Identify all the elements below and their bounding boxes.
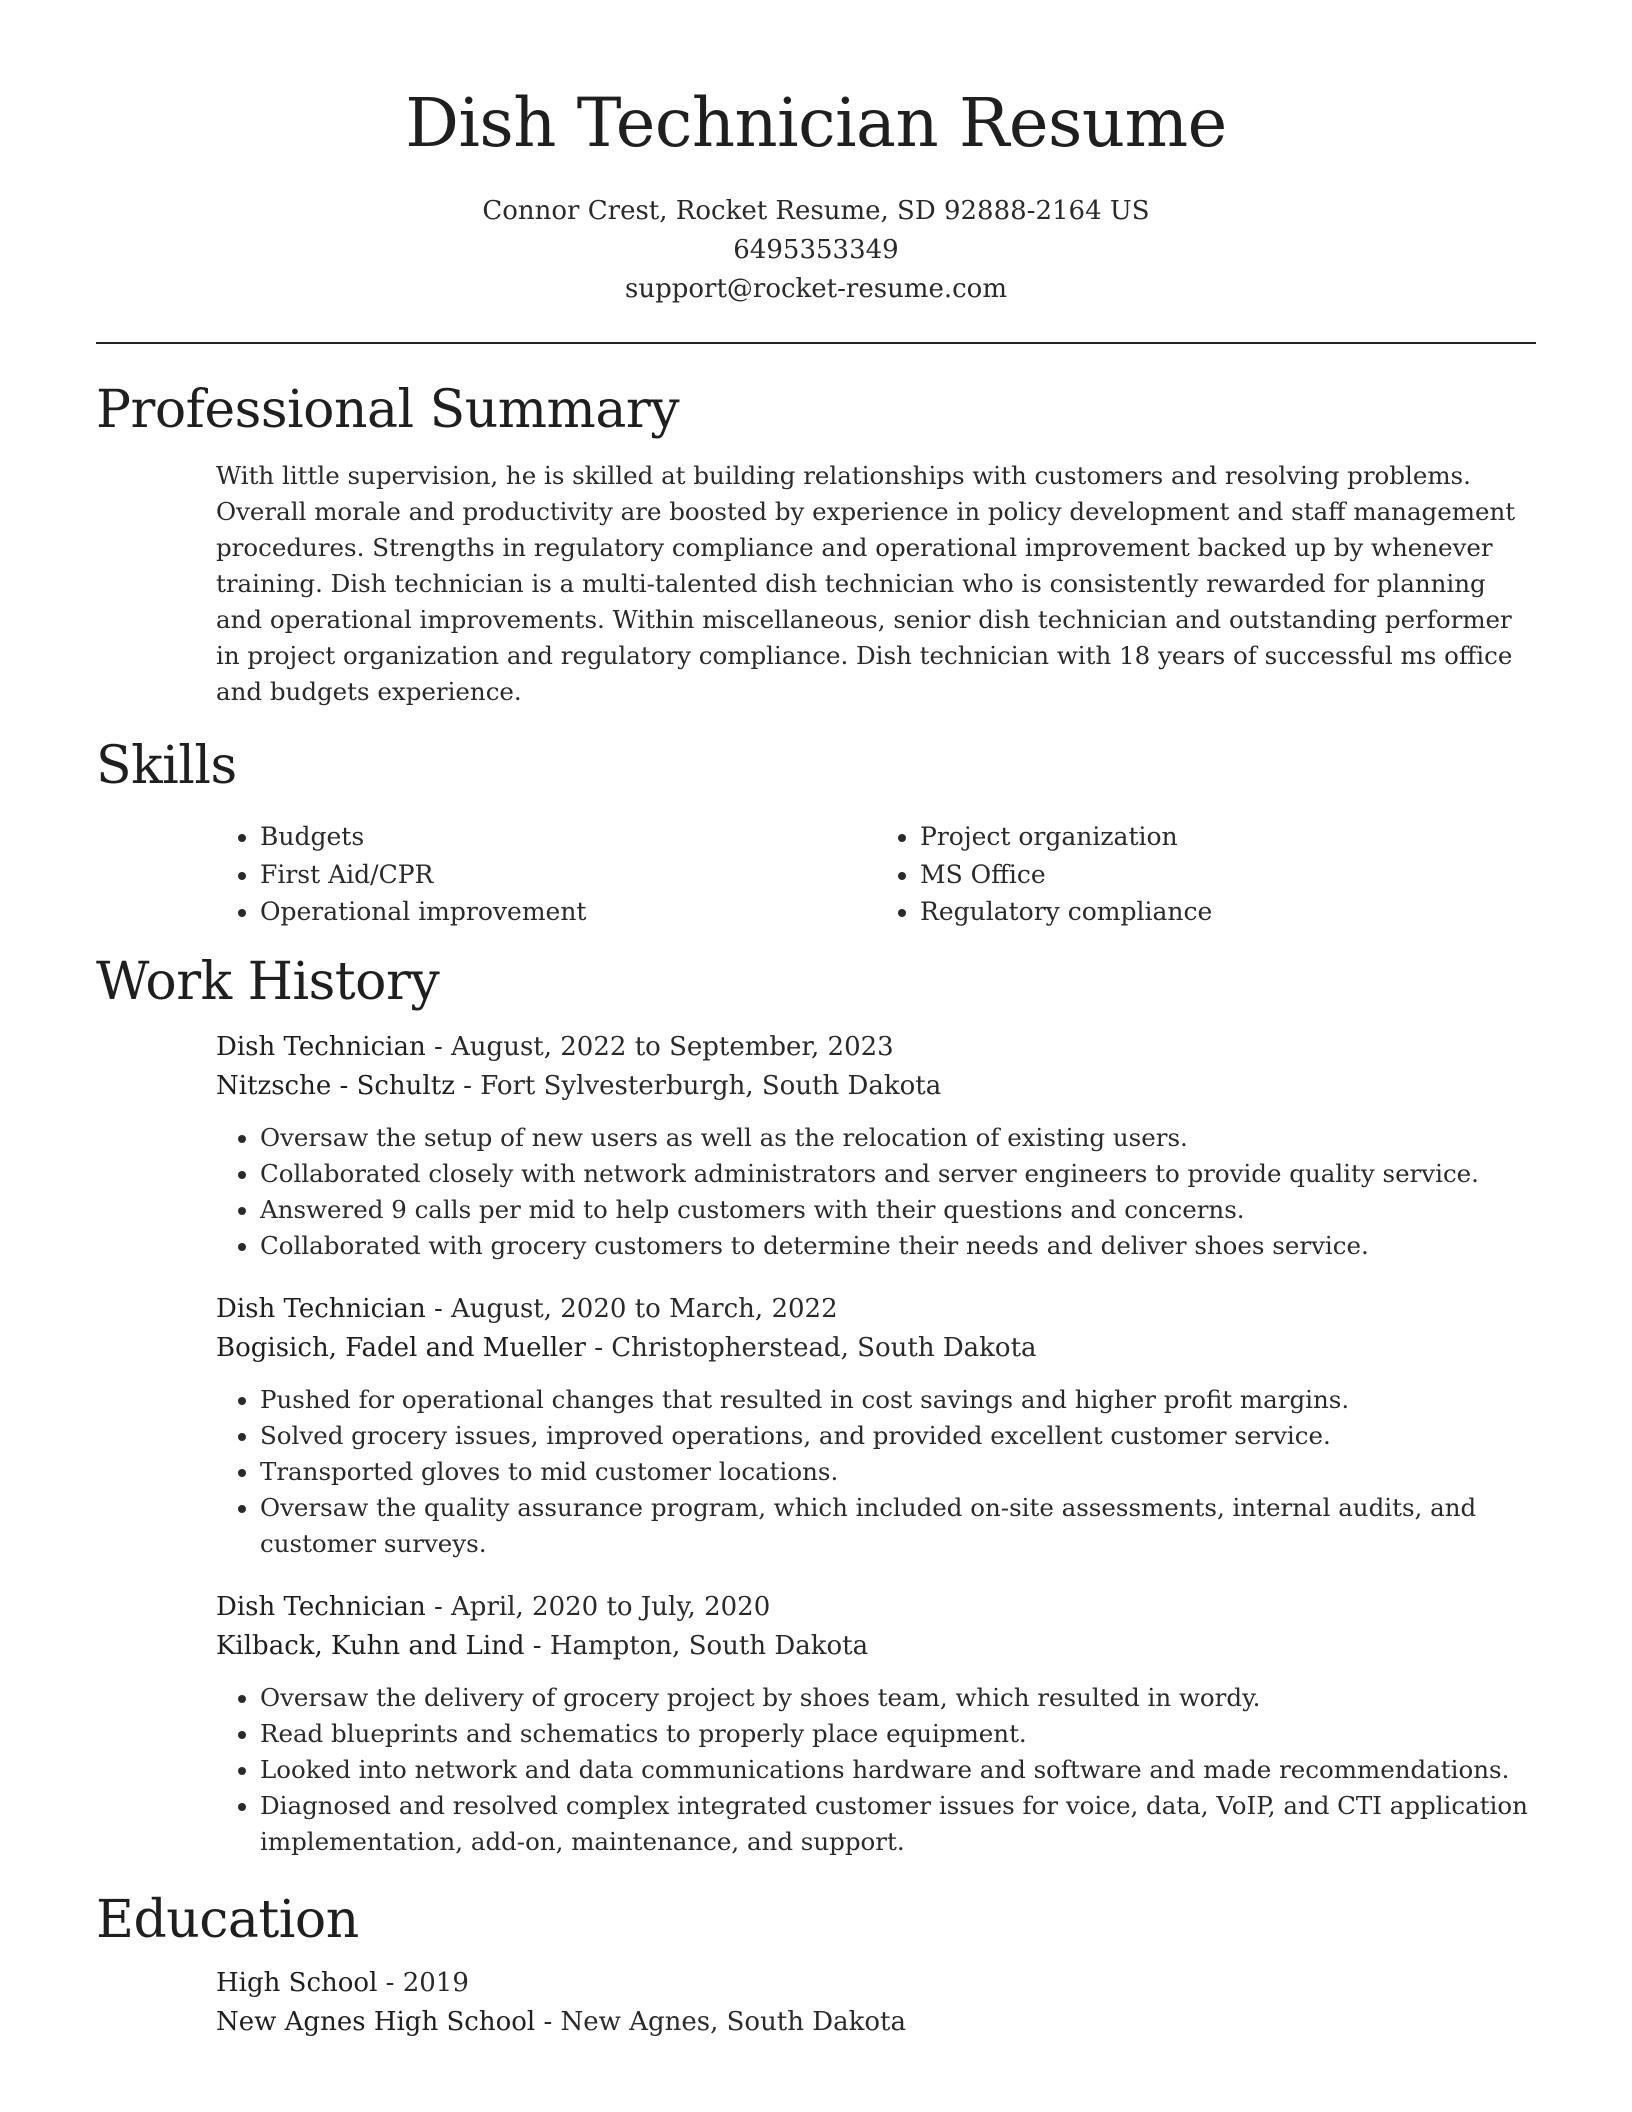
- education-school: New Agnes High School: [216, 2007, 536, 2037]
- job-bullet: • Solved grocery issues, improved operations, and provided excellent customer service.: [260, 1418, 1536, 1454]
- job-company-line: [216, 1329, 1536, 1368]
- contact-email: support@rocket-resume.com: [624, 274, 1007, 304]
- work-history-heading: Work History: [96, 952, 440, 1012]
- header-divider: [96, 342, 1536, 344]
- skills-column-right: [876, 818, 1536, 931]
- skill-item: • Operational improvement: [260, 893, 876, 931]
- job-bullet: • Oversaw the delivery of grocery project by shoes team, which resulted in wordy.: [260, 1680, 1536, 1716]
- skill-item: • Project organization: [920, 818, 1536, 856]
- job-bullet: • Collaborated with grocery customers to determine their needs and deliver shoes service.: [260, 1228, 1536, 1264]
- job-company: Nitzsche - Schultz: [216, 1071, 455, 1101]
- job-location: - Fort Sylvesterburgh, South Dakota: [454, 1071, 942, 1101]
- job-entry: [216, 1290, 1536, 1562]
- job-company: Bogisich, Fadel and Mueller: [216, 1333, 586, 1363]
- education-location: - New Agnes, South Dakota: [535, 2007, 906, 2037]
- job-company-line: [216, 1067, 1536, 1106]
- contact-info: [96, 192, 1536, 309]
- job-bullet: • Diagnosed and resolved complex integrated customer issues for voice, data, VoIP, and CTI application implementation, add-on, maintenance, and support.: [260, 1788, 1536, 1860]
- resume-title: Dish Technician Resume: [405, 84, 1227, 162]
- education-section: [96, 1890, 1536, 2042]
- summary-section: [96, 380, 1536, 710]
- job-bullet: • Looked into network and data communications hardware and software and made recommendations.: [260, 1752, 1536, 1788]
- contact-phone: 6495353349: [733, 235, 899, 265]
- summary-heading: Professional Summary: [96, 380, 680, 440]
- education-school-line: [216, 2003, 1536, 2042]
- job-bullet: • Oversaw the setup of new users as well as the relocation of existing users.: [260, 1120, 1536, 1156]
- skills-column-left: [216, 818, 876, 931]
- education-degree: High School: [216, 1968, 378, 1998]
- job-bullet: • Oversaw the quality assurance program, which included on-site assessments, internal audits, and customer surveys.: [260, 1490, 1536, 1562]
- job-bullet: • Collaborated closely with network administrators and server engineers to provide quality service.: [260, 1156, 1536, 1192]
- job-role: Dish Technician: [216, 1032, 426, 1062]
- job-location: - Christopherstead, South Dakota: [585, 1333, 1037, 1363]
- job-bullet: • Read blueprints and schematics to properly place equipment.: [260, 1716, 1536, 1752]
- job-title-line: [216, 1588, 1536, 1627]
- skill-item: • First Aid/CPR: [260, 856, 876, 894]
- job-bullets: [216, 1382, 1536, 1562]
- job-bullet: • Answered 9 calls per mid to help customers with their questions and concerns.: [260, 1192, 1536, 1228]
- work-history-section: [96, 952, 1536, 1860]
- education-heading: Education: [96, 1890, 359, 1950]
- job-dates: - April, 2020 to July, 2020: [425, 1592, 771, 1622]
- job-company: Kilback, Kuhn and Lind: [216, 1631, 525, 1661]
- job-bullets: [216, 1680, 1536, 1860]
- job-dates: - August, 2022 to September, 2023: [425, 1032, 894, 1062]
- skill-item: • Regulatory compliance: [920, 893, 1536, 931]
- job-bullet: • Pushed for operational changes that resulted in cost savings and higher profit margins.: [260, 1382, 1536, 1418]
- job-dates: - August, 2020 to March, 2022: [425, 1294, 838, 1324]
- summary-text: With little supervision, he is skilled at building relationships with customers and resolving problems. Overall morale and productivity are boosted by experience in policy development and staff management procedures. Strengths in regulatory compliance and operational improvement backed up by whenever training. Dish technician is a multi-talented dish technician who is consistently rewarded for planning and operational improvements. Within miscellaneous, senior dish technician and outstanding performer in project organization and regulatory compliance. Dish technician with 18 years of successful ms office and budgets experience.: [216, 461, 1516, 706]
- job-title-line: [216, 1028, 1536, 1067]
- job-bullet: • Transported gloves to mid customer locations.: [260, 1454, 1536, 1490]
- job-entry: [216, 1588, 1536, 1860]
- job-entry: [216, 1028, 1536, 1264]
- skills-section: [96, 736, 1536, 931]
- job-role: Dish Technician: [216, 1294, 426, 1324]
- job-bullets: [216, 1120, 1536, 1264]
- job-location: - Hampton, South Dakota: [524, 1631, 869, 1661]
- contact-address: Connor Crest, Rocket Resume, SD 92888-2164 US: [482, 196, 1150, 226]
- education-degree-line: [216, 1964, 1536, 2003]
- job-title-line: [216, 1290, 1536, 1329]
- job-role: Dish Technician: [216, 1592, 426, 1622]
- job-company-line: [216, 1627, 1536, 1666]
- skill-item: • MS Office: [920, 856, 1536, 894]
- skill-item: • Budgets: [260, 818, 876, 856]
- education-year: - 2019: [377, 1968, 469, 1998]
- skills-heading: Skills: [96, 736, 237, 796]
- skills-list: [216, 818, 1536, 931]
